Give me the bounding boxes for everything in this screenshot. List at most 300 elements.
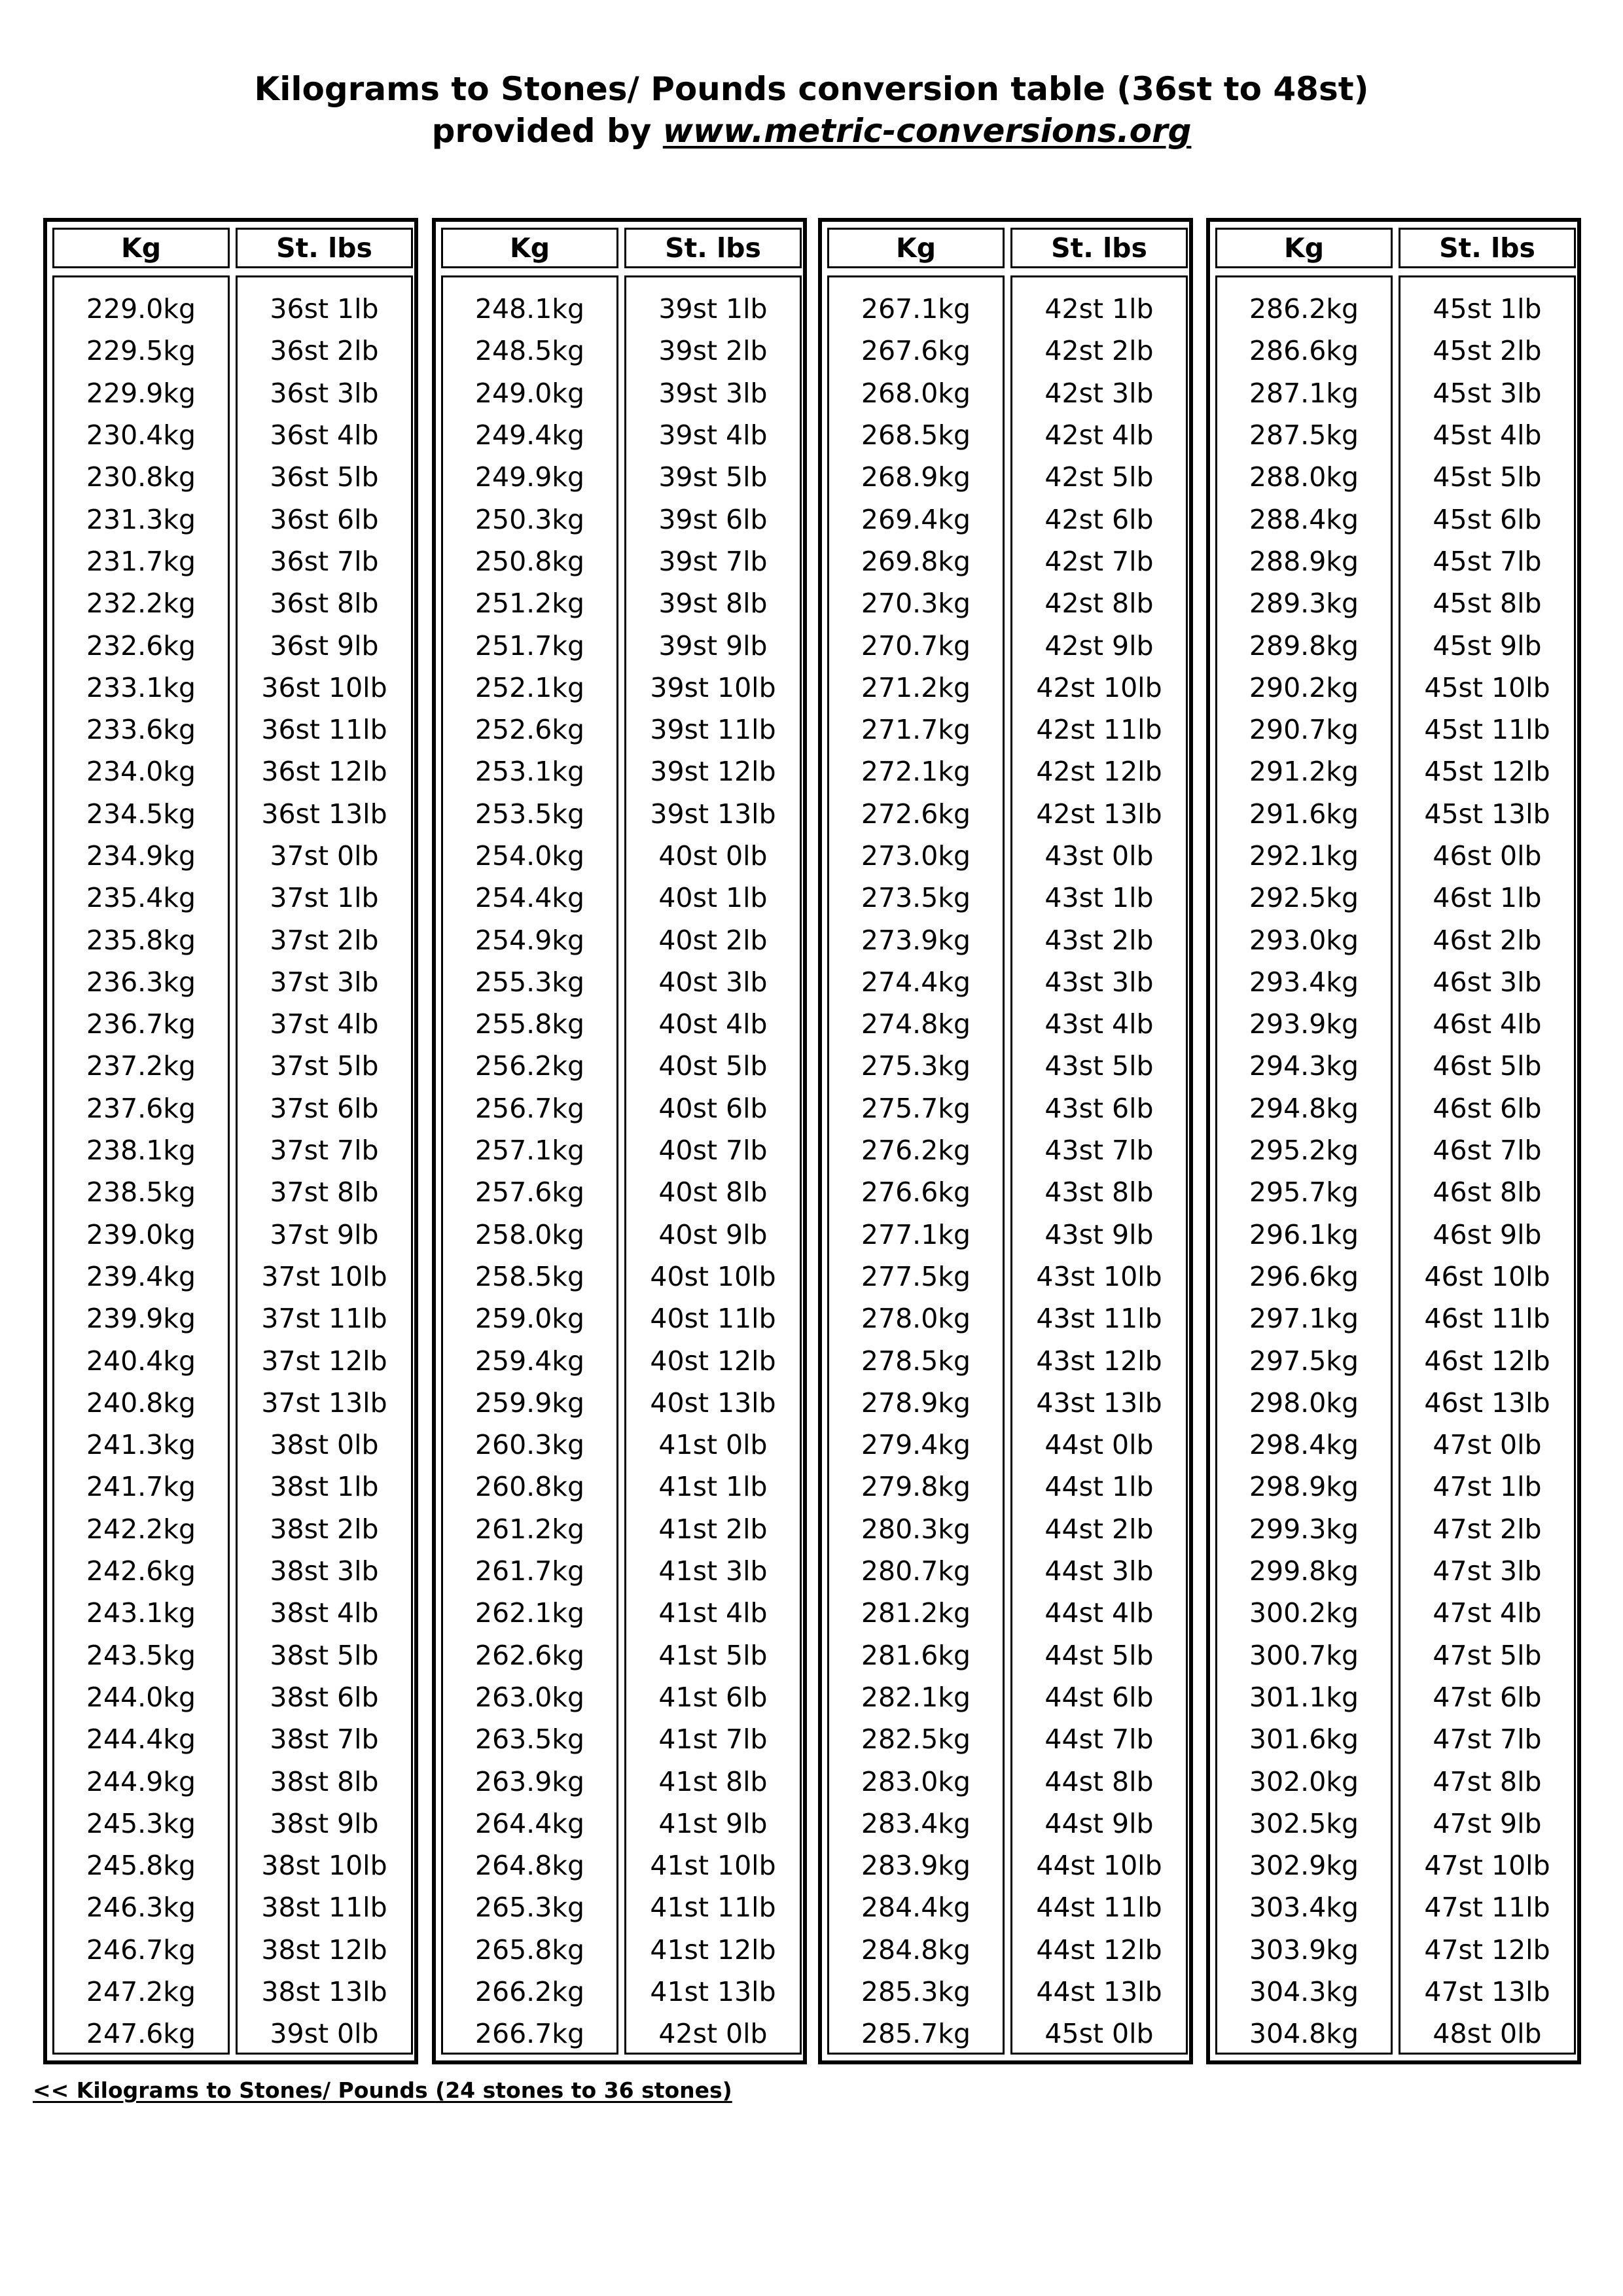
kg-value: 284.8kg <box>861 1934 971 1966</box>
stone-lbs-value: 43st 10lb <box>1036 1260 1162 1292</box>
kg-header: Kg <box>52 228 230 268</box>
kg-value: 297.1kg <box>1249 1303 1359 1335</box>
kg-value: 234.0kg <box>86 756 196 788</box>
stone-lbs-value: 45st 1lb <box>1433 293 1542 325</box>
stone-lbs-value: 41st 0lb <box>658 1429 768 1461</box>
stone-lbs-value: 38st 3lb <box>270 1555 379 1587</box>
kg-value: 260.8kg <box>474 1471 585 1503</box>
kg-value: 237.6kg <box>86 1092 196 1124</box>
stone-lbs-value: 47st 4lb <box>1433 1597 1542 1629</box>
kg-value: 247.2kg <box>86 1976 196 2008</box>
kg-value: 249.9kg <box>474 461 585 493</box>
kg-value: 254.9kg <box>474 924 585 956</box>
stone-lbs-value: 38st 5lb <box>270 1639 379 1671</box>
stone-lbs-value: 42st 10lb <box>1036 671 1162 703</box>
stone-lbs-value: 38st 13lb <box>261 1976 387 2008</box>
stone-lbs-value: 42st 8lb <box>1044 588 1154 620</box>
stone-lbs-column <box>1010 275 1188 2055</box>
stone-lbs-value: 41st 11lb <box>650 1892 776 1924</box>
stone-lbs-value: 45st 9lb <box>1433 629 1542 662</box>
kg-value: 284.4kg <box>861 1892 971 1924</box>
stone-lbs-column <box>236 275 413 2055</box>
kg-value: 265.3kg <box>474 1892 585 1924</box>
stone-lbs-value: 44st 4lb <box>1044 1597 1154 1629</box>
site-link[interactable]: www.metric-conversions.org <box>662 112 1192 150</box>
kg-value: 290.2kg <box>1249 671 1359 703</box>
stone-lbs-value: 41st 12lb <box>650 1934 776 1966</box>
footer <box>33 2077 732 2103</box>
stone-lbs-value: 42st 11lb <box>1036 714 1162 746</box>
stone-lbs-value: 44st 11lb <box>1036 1892 1162 1924</box>
kg-value: 251.7kg <box>474 629 585 662</box>
stone-lbs-value: 41st 1lb <box>658 1471 768 1503</box>
kg-value: 252.6kg <box>474 714 585 746</box>
kg-value: 250.3kg <box>474 503 585 535</box>
stone-lbs-value: 37st 9lb <box>270 1218 379 1250</box>
stone-lbs-value: 37st 5lb <box>270 1050 379 1082</box>
stone-lbs-value: 45st 3lb <box>1433 377 1542 409</box>
stone-lbs-value: 38st 12lb <box>261 1934 387 1966</box>
kg-value: 261.7kg <box>474 1555 585 1587</box>
stone-lbs-value: 45st 13lb <box>1424 798 1550 830</box>
kg-value: 285.3kg <box>861 1976 971 2008</box>
stone-lbs-value: 41st 2lb <box>658 1513 768 1545</box>
kg-value: 292.1kg <box>1249 840 1359 872</box>
kg-value: 278.5kg <box>861 1345 971 1377</box>
kg-value: 267.1kg <box>861 293 971 325</box>
kg-value: 235.8kg <box>86 924 196 956</box>
kg-value: 271.7kg <box>861 714 971 746</box>
kg-value: 304.3kg <box>1249 1976 1359 2008</box>
stone-lbs-value: 43st 0lb <box>1044 840 1154 872</box>
kg-value: 300.2kg <box>1249 1597 1359 1629</box>
kg-header: Kg <box>441 228 618 268</box>
kg-value: 234.9kg <box>86 840 196 872</box>
kg-column <box>52 275 230 2055</box>
stone-lbs-value: 37st 0lb <box>270 840 379 872</box>
stone-lbs-header: St. lbs <box>1399 228 1576 268</box>
stone-lbs-value: 38st 7lb <box>270 1723 379 1756</box>
kg-value: 275.7kg <box>861 1092 971 1124</box>
kg-value: 272.1kg <box>861 756 971 788</box>
stone-lbs-value: 40st 9lb <box>658 1218 768 1250</box>
stone-lbs-value: 42st 12lb <box>1036 756 1162 788</box>
stone-lbs-value: 40st 7lb <box>658 1135 768 1167</box>
kg-value: 240.4kg <box>86 1345 196 1377</box>
stone-lbs-value: 43st 5lb <box>1044 1050 1154 1082</box>
kg-value: 251.2kg <box>474 588 585 620</box>
kg-value: 254.4kg <box>474 882 585 914</box>
conversion-block-3 <box>818 218 1193 2064</box>
kg-value: 244.4kg <box>86 1723 196 1756</box>
stone-lbs-value: 46st 11lb <box>1424 1303 1550 1335</box>
stone-lbs-value: 40st 8lb <box>658 1176 768 1209</box>
stone-lbs-value: 42st 2lb <box>1044 335 1154 367</box>
stone-lbs-value: 41st 13lb <box>650 1976 776 2008</box>
kg-value: 258.0kg <box>474 1218 585 1250</box>
kg-value: 239.9kg <box>86 1303 196 1335</box>
kg-value: 272.6kg <box>861 798 971 830</box>
stone-lbs-value: 38st 6lb <box>270 1681 379 1713</box>
stone-lbs-header: St. lbs <box>236 228 413 268</box>
stone-lbs-value: 40st 4lb <box>658 1008 768 1040</box>
kg-value: 236.7kg <box>86 1008 196 1040</box>
kg-value: 275.3kg <box>861 1050 971 1082</box>
kg-value: 258.5kg <box>474 1260 585 1292</box>
kg-value: 243.1kg <box>86 1597 196 1629</box>
stone-lbs-value: 38st 11lb <box>261 1892 387 1924</box>
kg-value: 234.5kg <box>86 798 196 830</box>
kg-header: Kg <box>827 228 1005 268</box>
kg-value: 299.8kg <box>1249 1555 1359 1587</box>
stone-lbs-value: 40st 5lb <box>658 1050 768 1082</box>
stone-lbs-value: 46st 8lb <box>1433 1176 1542 1209</box>
stone-lbs-value: 42st 4lb <box>1044 419 1154 451</box>
stone-lbs-value: 45st 11lb <box>1424 714 1550 746</box>
kg-value: 281.2kg <box>861 1597 971 1629</box>
kg-value: 283.4kg <box>861 1807 971 1839</box>
stone-lbs-value: 44st 13lb <box>1036 1976 1162 2008</box>
kg-value: 255.8kg <box>474 1008 585 1040</box>
kg-value: 261.2kg <box>474 1513 585 1545</box>
stone-lbs-value: 43st 6lb <box>1044 1092 1154 1124</box>
kg-value: 297.5kg <box>1249 1345 1359 1377</box>
kg-value: 238.1kg <box>86 1135 196 1167</box>
stone-lbs-value: 44st 10lb <box>1036 1850 1162 1882</box>
stone-lbs-value: 47st 13lb <box>1424 1976 1550 2008</box>
stone-lbs-column <box>1399 275 1576 2055</box>
kg-value: 290.7kg <box>1249 714 1359 746</box>
stone-lbs-value: 43st 4lb <box>1044 1008 1154 1040</box>
stone-lbs-value: 42st 7lb <box>1044 545 1154 577</box>
kg-value: 267.6kg <box>861 335 971 367</box>
kg-value: 282.1kg <box>861 1681 971 1713</box>
kg-value: 293.4kg <box>1249 966 1359 998</box>
stone-lbs-value: 42st 5lb <box>1044 461 1154 493</box>
kg-value: 276.2kg <box>861 1135 971 1167</box>
kg-value: 273.9kg <box>861 924 971 956</box>
stone-lbs-value: 47st 8lb <box>1433 1765 1542 1797</box>
kg-value: 298.9kg <box>1249 1471 1359 1503</box>
kg-column <box>1215 275 1393 2055</box>
kg-value: 250.8kg <box>474 545 585 577</box>
kg-value: 269.4kg <box>861 503 971 535</box>
stone-lbs-value: 42st 1lb <box>1044 293 1154 325</box>
kg-value: 229.0kg <box>86 293 196 325</box>
kg-value: 239.0kg <box>86 1218 196 1250</box>
kg-value: 244.0kg <box>86 1681 196 1713</box>
stone-lbs-value: 36st 10lb <box>261 671 387 703</box>
kg-value: 279.4kg <box>861 1429 971 1461</box>
stone-lbs-value: 46st 3lb <box>1433 966 1542 998</box>
kg-value: 255.3kg <box>474 966 585 998</box>
kg-value: 259.9kg <box>474 1386 585 1419</box>
kg-value: 230.4kg <box>86 419 196 451</box>
kg-value: 236.3kg <box>86 966 196 998</box>
stone-lbs-value: 45st 7lb <box>1433 545 1542 577</box>
kg-value: 247.6kg <box>86 2018 196 2050</box>
kg-value: 262.6kg <box>474 1639 585 1671</box>
stone-lbs-value: 37st 4lb <box>270 1008 379 1040</box>
stone-lbs-value: 42st 3lb <box>1044 377 1154 409</box>
kg-value: 259.4kg <box>474 1345 585 1377</box>
stone-lbs-value: 47st 12lb <box>1424 1934 1550 1966</box>
stone-lbs-value: 46st 13lb <box>1424 1386 1550 1419</box>
stone-lbs-value: 45st 5lb <box>1433 461 1542 493</box>
kg-value: 296.6kg <box>1249 1260 1359 1292</box>
stone-lbs-value: 44st 9lb <box>1044 1807 1154 1839</box>
kg-value: 276.6kg <box>861 1176 971 1209</box>
kg-value: 269.8kg <box>861 545 971 577</box>
stone-lbs-value: 39st 0lb <box>270 2018 379 2050</box>
kg-value: 256.2kg <box>474 1050 585 1082</box>
kg-value: 303.9kg <box>1249 1934 1359 1966</box>
stone-lbs-value: 39st 7lb <box>658 545 768 577</box>
stone-lbs-value: 40st 11lb <box>650 1303 776 1335</box>
stone-lbs-value: 36st 3lb <box>270 377 379 409</box>
stone-lbs-value: 36st 6lb <box>270 503 379 535</box>
stone-lbs-value: 46st 12lb <box>1424 1345 1550 1377</box>
kg-value: 242.6kg <box>86 1555 196 1587</box>
stone-lbs-value: 39st 9lb <box>658 629 768 662</box>
kg-column <box>827 275 1005 2055</box>
kg-value: 270.3kg <box>861 588 971 620</box>
previous-table-link[interactable]: << Kilograms to Stones/ Pounds (24 stones to 36 stones) <box>33 2077 732 2103</box>
stone-lbs-value: 46st 6lb <box>1433 1092 1542 1124</box>
kg-value: 229.5kg <box>86 335 196 367</box>
kg-value: 268.9kg <box>861 461 971 493</box>
kg-value: 277.1kg <box>861 1218 971 1250</box>
stone-lbs-value: 46st 0lb <box>1433 840 1542 872</box>
stone-lbs-value: 47st 6lb <box>1433 1681 1542 1713</box>
kg-value: 283.0kg <box>861 1765 971 1797</box>
stone-lbs-value: 40st 1lb <box>658 882 768 914</box>
stone-lbs-value: 44st 2lb <box>1044 1513 1154 1545</box>
kg-value: 280.3kg <box>861 1513 971 1545</box>
title-provided-by: provided by <box>431 112 663 150</box>
kg-value: 296.1kg <box>1249 1218 1359 1250</box>
stone-lbs-value: 41st 10lb <box>650 1850 776 1882</box>
kg-value: 301.1kg <box>1249 1681 1359 1713</box>
kg-value: 238.5kg <box>86 1176 196 1209</box>
stone-lbs-value: 44st 6lb <box>1044 1681 1154 1713</box>
kg-value: 244.9kg <box>86 1765 196 1797</box>
kg-value: 232.2kg <box>86 588 196 620</box>
kg-value: 301.6kg <box>1249 1723 1359 1756</box>
stone-lbs-value: 39st 11lb <box>650 714 776 746</box>
kg-value: 281.6kg <box>861 1639 971 1671</box>
kg-value: 243.5kg <box>86 1639 196 1671</box>
kg-value: 237.2kg <box>86 1050 196 1082</box>
stone-lbs-value: 46st 7lb <box>1433 1135 1542 1167</box>
stone-lbs-value: 43st 3lb <box>1044 966 1154 998</box>
stone-lbs-value: 40st 0lb <box>658 840 768 872</box>
stone-lbs-value: 37st 11lb <box>261 1303 387 1335</box>
stone-lbs-value: 37st 1lb <box>270 882 379 914</box>
stone-lbs-value: 39st 12lb <box>650 756 776 788</box>
kg-value: 245.8kg <box>86 1850 196 1882</box>
kg-value: 252.1kg <box>474 671 585 703</box>
kg-column <box>441 275 618 2055</box>
kg-value: 246.3kg <box>86 1892 196 1924</box>
kg-value: 279.8kg <box>861 1471 971 1503</box>
kg-value: 278.9kg <box>861 1386 971 1419</box>
kg-value: 294.3kg <box>1249 1050 1359 1082</box>
stone-lbs-value: 39st 10lb <box>650 671 776 703</box>
stone-lbs-value: 41st 4lb <box>658 1597 768 1629</box>
stone-lbs-value: 36st 2lb <box>270 335 379 367</box>
stone-lbs-value: 40st 6lb <box>658 1092 768 1124</box>
stone-lbs-value: 36st 1lb <box>270 293 379 325</box>
stone-lbs-value: 45st 10lb <box>1424 671 1550 703</box>
kg-value: 233.6kg <box>86 714 196 746</box>
kg-value: 245.3kg <box>86 1807 196 1839</box>
kg-value: 302.0kg <box>1249 1765 1359 1797</box>
kg-value: 287.1kg <box>1249 377 1359 409</box>
stone-lbs-value: 44st 0lb <box>1044 1429 1154 1461</box>
kg-value: 265.8kg <box>474 1934 585 1966</box>
kg-value: 298.4kg <box>1249 1429 1359 1461</box>
kg-value: 289.3kg <box>1249 588 1359 620</box>
stone-lbs-value: 39st 5lb <box>658 461 768 493</box>
stone-lbs-value: 39st 4lb <box>658 419 768 451</box>
stone-lbs-value: 45st 4lb <box>1433 419 1542 451</box>
stone-lbs-value: 44st 1lb <box>1044 1471 1154 1503</box>
stone-lbs-value: 46st 10lb <box>1424 1260 1550 1292</box>
kg-value: 239.4kg <box>86 1260 196 1292</box>
stone-lbs-value: 36st 12lb <box>261 756 387 788</box>
kg-value: 304.8kg <box>1249 2018 1359 2050</box>
page-title <box>0 68 1623 152</box>
stone-lbs-value: 44st 5lb <box>1044 1639 1154 1671</box>
kg-value: 286.6kg <box>1249 335 1359 367</box>
stone-lbs-value: 39st 2lb <box>658 335 768 367</box>
kg-value: 274.8kg <box>861 1008 971 1040</box>
stone-lbs-value: 45st 8lb <box>1433 588 1542 620</box>
stone-lbs-value: 36st 9lb <box>270 629 379 662</box>
stone-lbs-value: 43st 8lb <box>1044 1176 1154 1209</box>
kg-value: 266.7kg <box>474 2018 585 2050</box>
kg-value: 300.7kg <box>1249 1639 1359 1671</box>
kg-value: 260.3kg <box>474 1429 585 1461</box>
stone-lbs-value: 47st 7lb <box>1433 1723 1542 1756</box>
stone-lbs-value: 43st 7lb <box>1044 1135 1154 1167</box>
stone-lbs-value: 47st 9lb <box>1433 1807 1542 1839</box>
stone-lbs-value: 46st 1lb <box>1433 882 1542 914</box>
kg-value: 264.8kg <box>474 1850 585 1882</box>
stone-lbs-value: 39st 3lb <box>658 377 768 409</box>
stone-lbs-value: 37st 8lb <box>270 1176 379 1209</box>
kg-value: 294.8kg <box>1249 1092 1359 1124</box>
kg-value: 295.7kg <box>1249 1176 1359 1209</box>
stone-lbs-value: 38st 10lb <box>261 1850 387 1882</box>
stone-lbs-value: 39st 8lb <box>658 588 768 620</box>
stone-lbs-value: 41st 3lb <box>658 1555 768 1587</box>
kg-value: 242.2kg <box>86 1513 196 1545</box>
stone-lbs-value: 42st 0lb <box>658 2018 768 2050</box>
kg-value: 268.0kg <box>861 377 971 409</box>
stone-lbs-value: 43st 1lb <box>1044 882 1154 914</box>
kg-value: 302.9kg <box>1249 1850 1359 1882</box>
kg-value: 302.5kg <box>1249 1807 1359 1839</box>
stone-lbs-value: 39st 6lb <box>658 503 768 535</box>
kg-value: 259.0kg <box>474 1303 585 1335</box>
stone-lbs-value: 46st 9lb <box>1433 1218 1542 1250</box>
kg-value: 293.9kg <box>1249 1008 1359 1040</box>
stone-lbs-value: 45st 2lb <box>1433 335 1542 367</box>
kg-value: 273.5kg <box>861 882 971 914</box>
conversion-block-4 <box>1206 218 1581 2064</box>
stone-lbs-value: 43st 9lb <box>1044 1218 1154 1250</box>
stone-lbs-value: 38st 8lb <box>270 1765 379 1797</box>
kg-value: 256.7kg <box>474 1092 585 1124</box>
stone-lbs-value: 36st 5lb <box>270 461 379 493</box>
kg-header: Kg <box>1215 228 1393 268</box>
kg-value: 280.7kg <box>861 1555 971 1587</box>
kg-value: 248.5kg <box>474 335 585 367</box>
stone-lbs-value: 40st 12lb <box>650 1345 776 1377</box>
stone-lbs-value: 38st 1lb <box>270 1471 379 1503</box>
stone-lbs-value: 38st 4lb <box>270 1597 379 1629</box>
kg-value: 241.7kg <box>86 1471 196 1503</box>
kg-value: 231.7kg <box>86 545 196 577</box>
kg-value: 285.7kg <box>861 2018 971 2050</box>
stone-lbs-value: 43st 13lb <box>1036 1386 1162 1419</box>
kg-value: 303.4kg <box>1249 1892 1359 1924</box>
stone-lbs-header: St. lbs <box>624 228 802 268</box>
kg-value: 292.5kg <box>1249 882 1359 914</box>
kg-value: 295.2kg <box>1249 1135 1359 1167</box>
kg-value: 291.6kg <box>1249 798 1359 830</box>
stone-lbs-value: 47st 5lb <box>1433 1639 1542 1671</box>
stone-lbs-value: 36st 7lb <box>270 545 379 577</box>
kg-value: 293.0kg <box>1249 924 1359 956</box>
kg-value: 273.0kg <box>861 840 971 872</box>
stone-lbs-value: 37st 12lb <box>261 1345 387 1377</box>
stone-lbs-value: 44st 12lb <box>1036 1934 1162 1966</box>
stone-lbs-value: 37st 3lb <box>270 966 379 998</box>
stone-lbs-value: 45st 12lb <box>1424 756 1550 788</box>
stone-lbs-value: 46st 2lb <box>1433 924 1542 956</box>
stone-lbs-value: 37st 13lb <box>261 1386 387 1419</box>
stone-lbs-value: 45st 6lb <box>1433 503 1542 535</box>
stone-lbs-value: 43st 2lb <box>1044 924 1154 956</box>
stone-lbs-value: 36st 4lb <box>270 419 379 451</box>
kg-value: 291.2kg <box>1249 756 1359 788</box>
kg-value: 288.4kg <box>1249 503 1359 535</box>
stone-lbs-header: St. lbs <box>1010 228 1188 268</box>
kg-value: 288.9kg <box>1249 545 1359 577</box>
stone-lbs-value: 37st 7lb <box>270 1135 379 1167</box>
stone-lbs-value: 38st 9lb <box>270 1807 379 1839</box>
stone-lbs-value: 40st 10lb <box>650 1260 776 1292</box>
kg-value: 253.1kg <box>474 756 585 788</box>
stone-lbs-value: 41st 8lb <box>658 1765 768 1797</box>
kg-value: 262.1kg <box>474 1597 585 1629</box>
kg-value: 298.0kg <box>1249 1386 1359 1419</box>
stone-lbs-value: 44st 7lb <box>1044 1723 1154 1756</box>
stone-lbs-value: 41st 6lb <box>658 1681 768 1713</box>
kg-value: 288.0kg <box>1249 461 1359 493</box>
kg-value: 299.3kg <box>1249 1513 1359 1545</box>
kg-value: 282.5kg <box>861 1723 971 1756</box>
conversion-block-1 <box>43 218 418 2064</box>
stone-lbs-value: 36st 8lb <box>270 588 379 620</box>
kg-value: 257.1kg <box>474 1135 585 1167</box>
kg-value: 286.2kg <box>1249 293 1359 325</box>
stone-lbs-value: 36st 13lb <box>261 798 387 830</box>
kg-value: 254.0kg <box>474 840 585 872</box>
